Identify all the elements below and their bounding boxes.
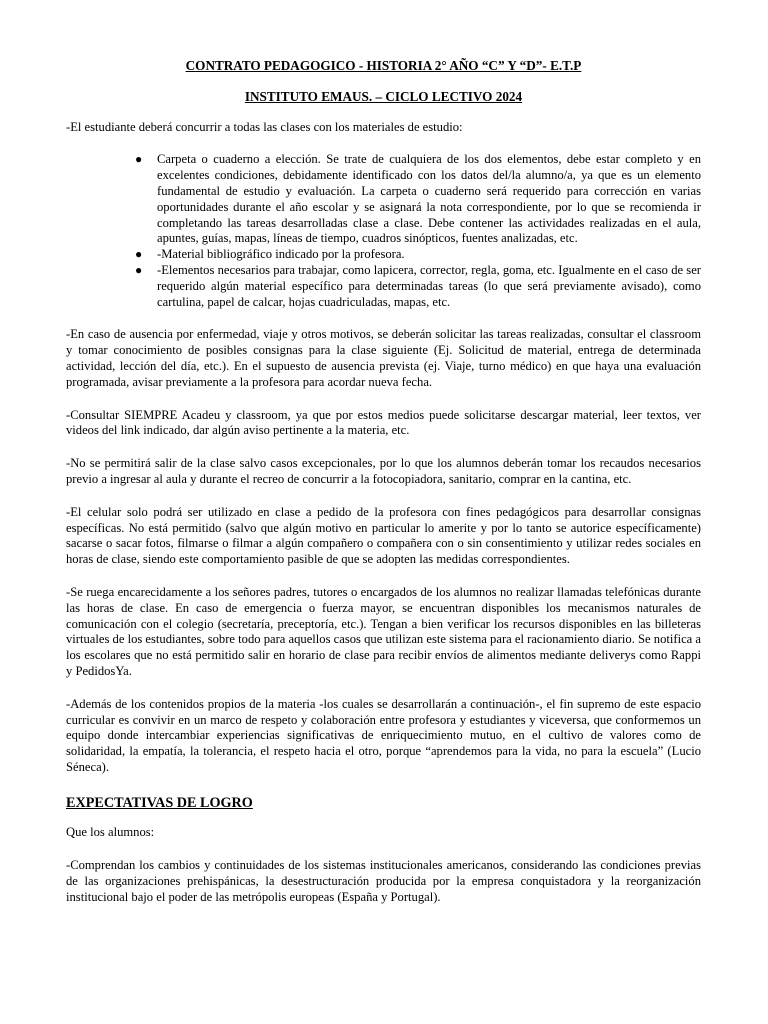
list-item-text: Carpeta o cuaderno a elección. Se trate de cualquiera de los dos elementos, debe estar completo y en excelentes condiciones, debidamente identificado con los datos del/la alumno/a, ya que es un elemento fundamental de estudio y evaluación. La carpeta o cuaderno será requerido para corrección en varias oportunidades durante el año escolar y se asignará la nota correspondiente, por lo que se recomienda ir completando las tareas desarrolladas clase a clase. Debe contener las actividades realizadas en el aula, apuntes, guías, mapas, líneas de tiempo, cuadros sinópticos, fuentes analizadas, etc. (157, 152, 701, 246)
paragraph-absence: -En caso de ausencia por enfermedad, viaje y otros motivos, se deberán solicitar las tareas realizadas, consultar el classroom y tomar conocimiento de posibles consignas para la clase siguiente (Ej. Solicitud de material, entrega de determinada actividad, lección del día, etc.). En el supuesto de ausencia prevista (ej. Viaje, turno médico) en que haya una evaluación programada, avisar previamente a la profesora para acordar nueva fecha. (66, 327, 701, 389)
paragraph-phone: -El celular solo podrá ser utilizado en clase a pedido de la profesora con fines pedagógicos para desarrollar consignas específicas. No está permitido (salvo que algún motivo en particular lo amerite y por lo tanto se autorice específicamente) sacarse o sacar fotos, filmarse o filmar a algún compañero o compañera con o sin consentimiento y utilizar redes sociales en horas de clase, siendo este comportamiento pasible de que se adopten las medidas correspondientes. (66, 504, 701, 567)
materials-intro: -El estudiante deberá concurrir a todas las clases con los materiales de estudio: (66, 119, 463, 134)
paragraph-leaving-class: -No se permitirá salir de la clase salvo casos excepcionales, por lo que los alumnos deberán tomar los recaudos necesarios previo a ingresar al aula y durante el recreo de concurrir a la fotocopiadora, sanitario, comprar en la cantina, etc. (66, 456, 701, 486)
materials-list (66, 152, 701, 310)
institution-title: INSTITUTO EMAUS. – CICLO LECTIVO 2024 (244, 88, 523, 104)
list-item (135, 247, 701, 263)
list-item (135, 152, 701, 247)
list-item (135, 262, 701, 310)
bullet-icon: ● (135, 247, 143, 262)
bullet-icon: ● (135, 262, 143, 277)
list-item-text: -Elementos necesarios para trabajar, como lapicera, corrector, regla, goma, etc. Igualmente en el caso de ser requerido algún material específico para determinadas tareas (lo que será previamente avisado), como cartulina, papel de calcar, hojas cuadriculadas, mapas, etc. (157, 262, 701, 309)
document-page (66, 58, 701, 923)
bullet-icon: ● (135, 152, 143, 167)
paragraph-classroom: -Consultar SIEMPRE Acadeu y classroom, ya que por estos medios puede solicitarse descargar material, leer textos, ver videos del link indicado, dar algún aviso pertinente a la materia, etc. (66, 407, 701, 438)
paragraph-purpose: -Además de los contenidos propios de la materia -los cuales se desarrollarán a continuación-, el fin supremo de este espacio curricular es convivir en un marco de respeto y colaboración entre profesora y estudiantes y viceversa, que conformemos un equipo donde intercambiar experiencias significativas de enriquecimiento mutuo, en el cultivo de valores como de solidaridad, la empatía, la tolerancia, el respeto hacia el otro, porque “aprendemos para la vida, no para la escuela” (Lucio Séneca). (66, 696, 701, 774)
expectativa-item: -Comprendan los cambios y continuidades de los sistemas institucionales americanos, considerando las condiciones previas de las organizaciones prehispánicas, la desestructuración producida por la empresa conquistadora y la reorganización institucional bajo el poder de las metrópolis europeas (España y Portugal). (66, 858, 701, 904)
section-heading-expectativas: EXPECTATIVAS DE LOGRO (66, 794, 253, 811)
document-title: CONTRATO PEDAGOGICO - HISTORIA 2° AÑO “C” Y “D”- E.T.P (185, 58, 582, 73)
list-item-text: -Material bibliográfico indicado por la profesora. (157, 247, 405, 262)
expectativas-lead: Que los alumnos: (66, 825, 155, 840)
paragraph-parents: -Se ruega encarecidamente a los señores padres, tutores o encargados de los alumnos no realizar llamadas telefónicas durante las horas de clase. En caso de emergencia o fuerza mayor, se encuentran disponibles los mecanismos naturales de comunicación con el colegio (secretaría, preceptoría, etc.). Tengan a bien verificar los recursos disponibles en las billeteras virtuales de los estudiantes, sobre todo para aquellos casos que utilizan este sistema para el racionamiento diario. Se notifica a los escolares que no está permitido salir en horario de clase para recibir envíos de alimentos mediante deliverys como Rappi y PedidosYa. (66, 584, 701, 678)
